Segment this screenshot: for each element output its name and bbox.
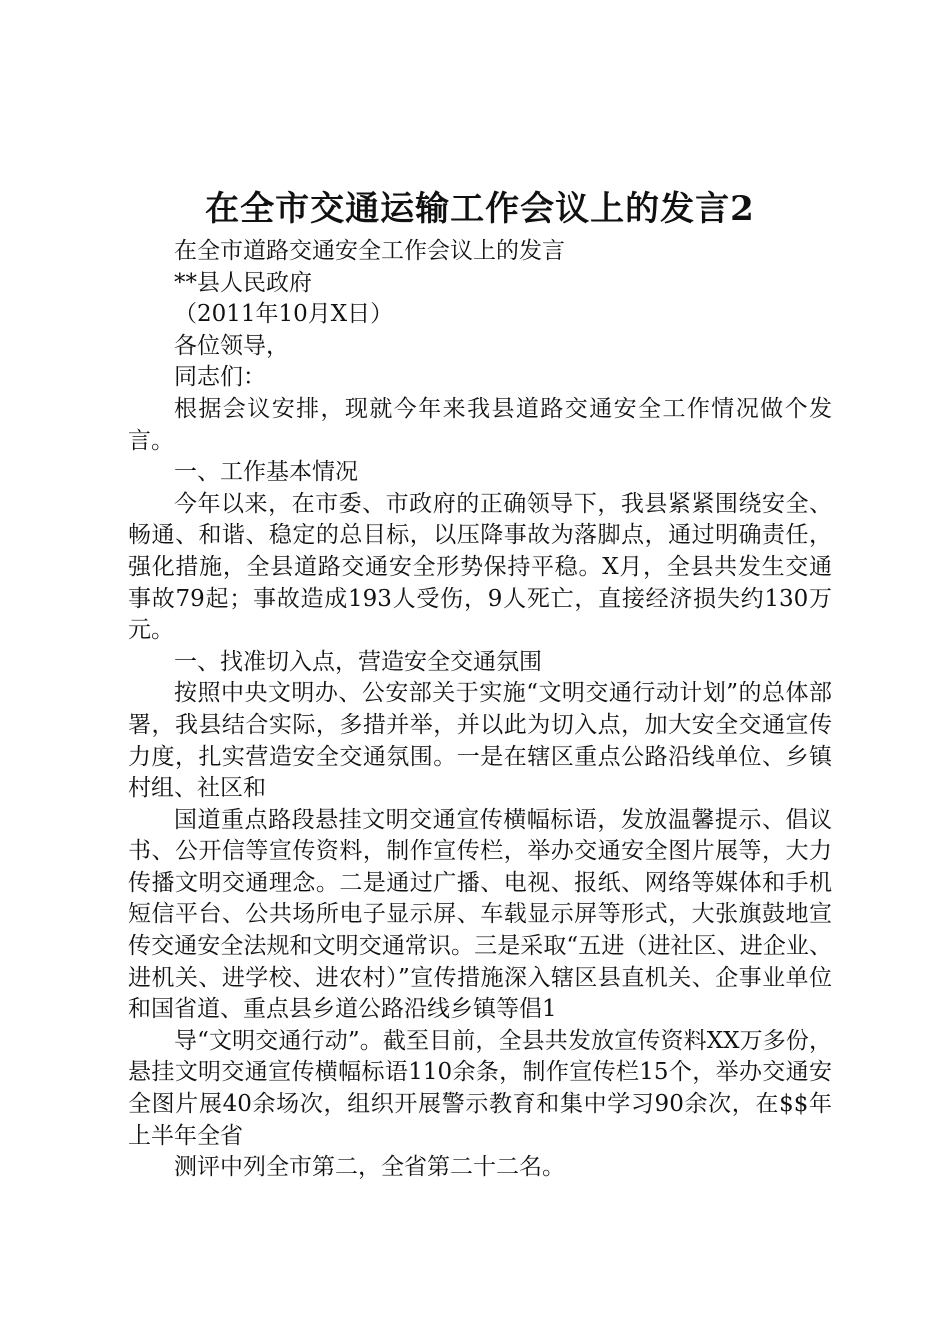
body-paragraph: 按照中央文明办、公安部关于实施“文明交通行动计划”的总体部署，我县结合实际，多措并举，并以此为切入点，加大安全交通宣传力度，扎实营造安全交通氛围。一是在辖区重点公路沿线单位、乡镇村组、社区和 [128, 680, 832, 802]
section-heading-2: 一、找准切入点，营造安全交通氛围 [174, 648, 542, 675]
document-page [128, 186, 832, 1184]
salutation-leaders: 各位领导， [174, 332, 289, 359]
body-paragraph: 导“文明交通行动”。截至目前，全县共发放宣传资料XX万多份，悬挂文明交通宣传横幅标语110余条，制作宣传栏15个，举办交通安全图片展40余场次，组织开展警示教育和集中学习90余次，在$$年上半年全省 [128, 1027, 832, 1149]
body-paragraph: 今年以来，在市委、市政府的正确领导下，我县紧紧围绕安全、畅通、和谐、稳定的总目标，以压降事故为落脚点，通过明确责任，强化措施，全县道路交通安全形势保持平稳。X月，全县共发生交通事故79起；事故造成193人受伤，9人死亡，直接经济损失约130万元。 [128, 490, 832, 644]
body-paragraph: 国道重点路段悬挂文明交通宣传横幅标语，发放温馨提示、倡议书、公开信等宣传资料，制作宣传栏，举办交通安全图片展等，大力传播文明交通理念。二是通过广播、电视、报纸、网络等媒体和手机短信平台、公共场所电子显示屏、车载显示屏等形式，大张旗鼓地宣传交通安全法规和文明交通常识。三是采取“五进（进社区、进企业、进机关、进学校、进农村）”宣传措施深入辖区县直机关、企事业单位和国省道、重点县乡道公路沿线乡镇等倡1 [128, 806, 832, 1023]
speech-title: 在全市道路交通安全工作会议上的发言 [174, 238, 565, 264]
document-title: 在全市交通运输工作会议上的发言2 [205, 189, 755, 229]
salutation-comrades: 同志们： [174, 364, 266, 391]
speaker: **县人民政府 [174, 269, 312, 296]
body-paragraph: 测评中列全市第二，全省第二十二名。 [174, 1154, 565, 1181]
speech-date: （2011年10月X日） [174, 301, 394, 328]
section-heading-1: 一、工作基本情况 [174, 459, 358, 486]
intro-paragraph: 根据会议安排，现就今年来我县道路交通安全工作情况做个发言。 [128, 395, 832, 454]
